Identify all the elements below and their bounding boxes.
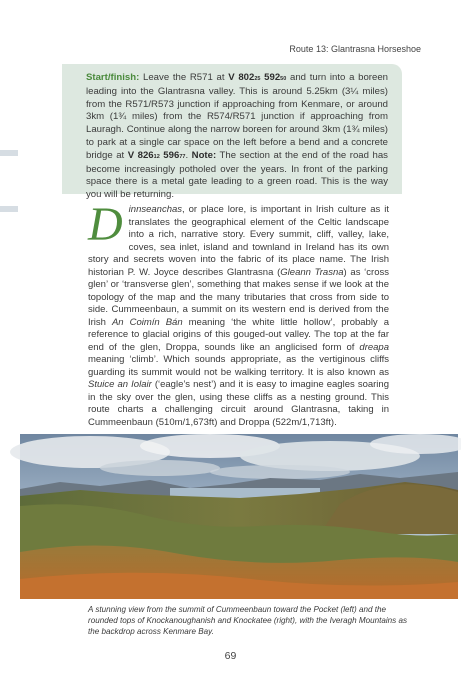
info-text: Leave the R571 at — [139, 72, 229, 83]
start-finish-box — [62, 64, 402, 201]
grid-ref-part: 592 — [260, 72, 281, 83]
edge-tab-marker — [0, 206, 18, 212]
grid-ref-part: V 802 — [228, 72, 255, 83]
grid-ref-part: 596 — [159, 149, 180, 161]
note-label: Note: — [191, 149, 217, 161]
info-text: and turn into a boreen leading into the Glantrasna valley. This is around 5.25km (3¼ miles) from the R571/R573 junction if approaching from Kenmare, or around 3km (1¾ miles) from the R574/R571 junction if approaching from Lauragh. Continue along the narrow boreen for around 3km (1¾ miles) to park at a single car space on the left before a bend and a concrete bridge at — [86, 72, 388, 161]
irish-term: An Coimín Bán — [111, 316, 183, 328]
grid-ref-sub: 77 — [179, 153, 186, 160]
body-text: (‘eagle’s nest’) and it is easy to imagine eagles soaring in the sky over the glen, using these cliffs as a nesting ground. This route charts a challenging circuit around Glantrasna, taking in Cummeenbaun (510m/1,673ft) and Droppa (522m/1,713ft). — [88, 379, 389, 428]
irish-term: Stuice an Iolair — [88, 379, 152, 390]
body-text: , or place lore, is important in Irish culture as it translates the geographical element of the Celtic landscape into a rich, narrative story. Every summit, cliff, valley, lake, coves, sea inlet, island and townland in Ireland has its own story and secrets woven into the fabric of its place name. The Irish historian P. W. Joyce describes Glantrasna ( — [88, 204, 389, 278]
grid-reference-start — [228, 72, 286, 83]
irish-term: dreapa — [359, 341, 389, 353]
running-header: Route 13: Glantrasna Horseshoe — [289, 44, 421, 54]
drop-cap: D — [88, 198, 123, 251]
grid-ref-sub: 50 — [280, 76, 287, 82]
body-text: meaning ‘the white little hollow’, probably a reference to glacial origins of this gouged-out valley. The top at the far end of the glen, Droppa, sounds like an anglicised form of — [88, 316, 389, 353]
edge-tab-marker — [0, 150, 18, 156]
grid-ref-part: V 826 — [127, 149, 154, 161]
grid-ref-sub: 12 — [153, 153, 160, 160]
grid-ref-sub: 25 — [254, 76, 261, 82]
info-text: . — [185, 149, 192, 161]
body-paragraph — [88, 198, 389, 428]
page-number: 69 — [224, 650, 237, 662]
photo-caption: A stunning view from the summit of Cummeenbaun toward the Pocket (left) and the rounded tops of Knockanoughanish and Knockatee (right), with the Iveragh Mountains as the backdrop across Kenmare Bay. — [88, 605, 408, 636]
irish-term: Gleann Trasna — [280, 266, 344, 278]
irish-term: innseanchas — [128, 204, 183, 215]
body-text: ) as ‘cross glen’ or ‘transverse glen’, something that makes sense if we look at the topology of the map and the many tributaries that cross from side to side. Cummeenbaun, a summit on its western end is derived from the Irish — [88, 266, 389, 328]
info-text: The section at the end of the road has become increasingly potholed over the years. In front of the parking space there is a metal gate leading to a green road. This is the way you will be returning. — [86, 149, 388, 201]
landscape-photo — [20, 434, 458, 599]
body-text: meaning ‘climb’. Which sounds appropriate, as the vertiginous cliffs guarding its summit would not be walking territory. It is also known as — [88, 354, 389, 378]
grid-reference-parking — [128, 150, 186, 161]
start-finish-label: Start/finish: — [86, 72, 140, 83]
